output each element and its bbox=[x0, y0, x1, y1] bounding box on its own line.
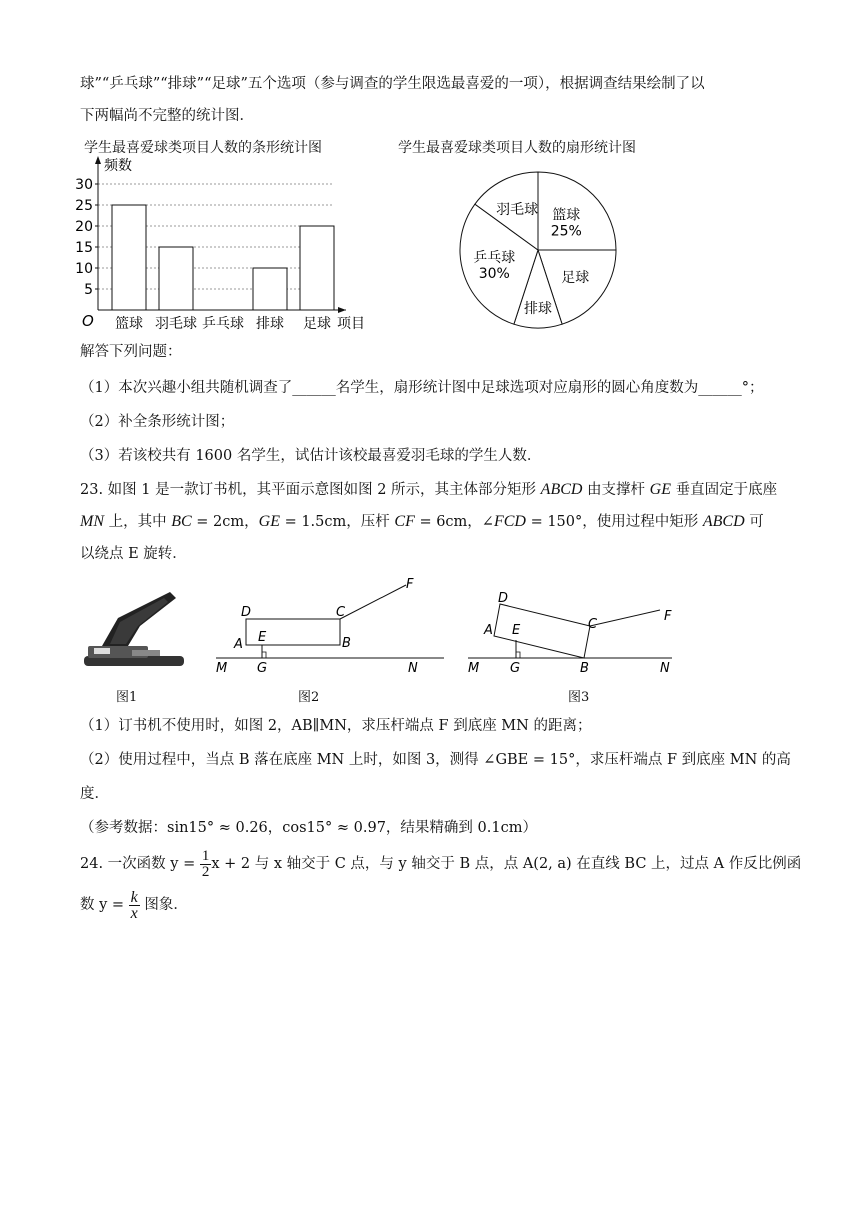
q22-prompt: 解答下列问题： bbox=[80, 344, 182, 360]
fig1-caption: 图1 bbox=[116, 690, 138, 705]
x-category-label: 篮球 bbox=[115, 316, 143, 332]
figure-2-diagram bbox=[210, 576, 450, 676]
svg-text:G: G bbox=[257, 661, 268, 676]
bar bbox=[253, 268, 287, 310]
svg-text:N: N bbox=[408, 661, 418, 676]
q22-part2: （2）补全条形统计图； bbox=[80, 414, 235, 430]
figure-3-diagram bbox=[464, 576, 684, 676]
q23-part2-cont: 度． bbox=[80, 786, 109, 802]
bar bbox=[112, 205, 146, 310]
y-axis-arrow bbox=[95, 156, 101, 164]
svg-text:M: M bbox=[468, 661, 480, 676]
bar bbox=[300, 226, 334, 310]
y-tick-label: 25 bbox=[75, 198, 93, 214]
x-axis-arrow bbox=[338, 307, 346, 313]
pie-slice-percent: 30% bbox=[478, 266, 510, 283]
y-tick-label: 15 bbox=[75, 240, 93, 256]
bar bbox=[159, 247, 193, 310]
pie-slice-label: 乒乓球 bbox=[473, 250, 516, 267]
svg-text:A: A bbox=[484, 623, 493, 638]
y-axis-label: 频数 bbox=[104, 158, 132, 174]
svg-text:C: C bbox=[336, 605, 346, 620]
q23-part2: （2）使用过程中，当点 B 落在底座 MN 上时，如图 3，测得 ∠GBE = 15°，求压杆端点 F 到底座 MN 的高 bbox=[80, 752, 791, 768]
bar-chart-title: 学生最喜爱球类项目人数的条形统计图 bbox=[84, 140, 322, 156]
svg-text:D: D bbox=[498, 591, 509, 606]
svg-text:E: E bbox=[258, 630, 267, 645]
svg-text:A: A bbox=[234, 637, 243, 652]
svg-text:M: M bbox=[216, 661, 228, 676]
q22-part1: （1）本次兴趣小组共随机调查了______名学生，扇形统计图中足球选项对应扇形的圆心角度数为______°； bbox=[80, 380, 764, 396]
y-tick-label: 30 bbox=[75, 177, 93, 193]
intro-line-2: 下两幅尚不完整的统计图． bbox=[80, 108, 254, 124]
pie-slice-percent: 25% bbox=[550, 223, 582, 240]
svg-text:N: N bbox=[660, 661, 670, 676]
pie-slice-label: 篮球 bbox=[552, 207, 581, 224]
intro-line-1: 球”“乒乓球”“排球”“足球”五个选项（参与调查的学生限选最喜爱的一项），根据调查结果绘制了以 bbox=[80, 76, 705, 92]
fig2-caption: 图2 bbox=[298, 690, 320, 705]
fraction-k-over-x: $\frac{k}{x}$ bbox=[130, 888, 138, 922]
bar-chart bbox=[70, 150, 370, 350]
y-tick-label: 10 bbox=[75, 261, 93, 277]
pie-slice-label: 足球 bbox=[561, 270, 590, 287]
svg-text:E: E bbox=[512, 623, 521, 638]
pie-chart bbox=[448, 160, 628, 340]
q22-part3: （3）若该校共有 1600 名学生，试估计该校最喜爱羽毛球的学生人数． bbox=[80, 448, 542, 464]
pie-slice-label: 羽毛球 bbox=[496, 202, 539, 219]
x-category-label: 足球 bbox=[303, 316, 331, 332]
pie-slice-label: 排球 bbox=[524, 301, 552, 317]
origin-label: O bbox=[82, 312, 94, 330]
svg-text:B: B bbox=[580, 661, 589, 676]
x-category-label: 羽毛球 bbox=[155, 316, 197, 332]
svg-text:D: D bbox=[241, 605, 252, 620]
x-axis-label: 项目 bbox=[337, 316, 365, 332]
svg-text:F: F bbox=[406, 577, 414, 592]
fraction-one-half: $\frac{1}{2}$ bbox=[201, 847, 210, 880]
q23-part1: （1）订书机不使用时，如图 2，AB∥MN，求压杆端点 F 到底座 MN 的距离； bbox=[80, 718, 592, 734]
q23-line-2: MN 上，其中 BC = 2cm，GE = 1.5cm，压杆 CF = 6cm，∠FCD = 150°，使用过程中矩形 ABCD 可 bbox=[80, 513, 764, 530]
q24-line-1: 24. 一次函数 y = $\frac{1}{2}$ x + 2 与 x 轴交于 C 点，与 y 轴交于 B 点，点 A(2, a) 在直线 BC 上，过点 A 作反比例函 bbox=[80, 847, 802, 880]
q23-reference-data: （参考数据：sin15° ≈ 0.26，cos15° ≈ 0.97，结果精确到 0.1cm） bbox=[80, 820, 537, 836]
x-category-label: 排球 bbox=[256, 316, 284, 332]
y-tick-label: 20 bbox=[75, 219, 93, 235]
svg-text:G: G bbox=[510, 661, 521, 676]
svg-text:F: F bbox=[664, 609, 672, 624]
fig3-caption: 图3 bbox=[568, 690, 590, 705]
pie-chart-title: 学生最喜爱球类项目人数的扇形统计图 bbox=[398, 140, 636, 156]
q23-line-1: 23. 如图 1 是一款订书机，其平面示意图如图 2 所示，其主体部分矩形 ABCD 由支撑杆 GE 垂直固定于底座 bbox=[80, 481, 778, 498]
svg-text:B: B bbox=[342, 636, 351, 651]
q24-line-2: 数 y = $\frac{k}{x}$ 图象． bbox=[80, 888, 188, 922]
svg-text:C: C bbox=[588, 617, 598, 632]
x-category-label: 乒乓球 bbox=[202, 316, 244, 332]
q23-line-3: 以绕点 E 旋转． bbox=[80, 546, 187, 562]
y-tick-label: 5 bbox=[84, 282, 93, 298]
stapler-image bbox=[80, 590, 190, 680]
